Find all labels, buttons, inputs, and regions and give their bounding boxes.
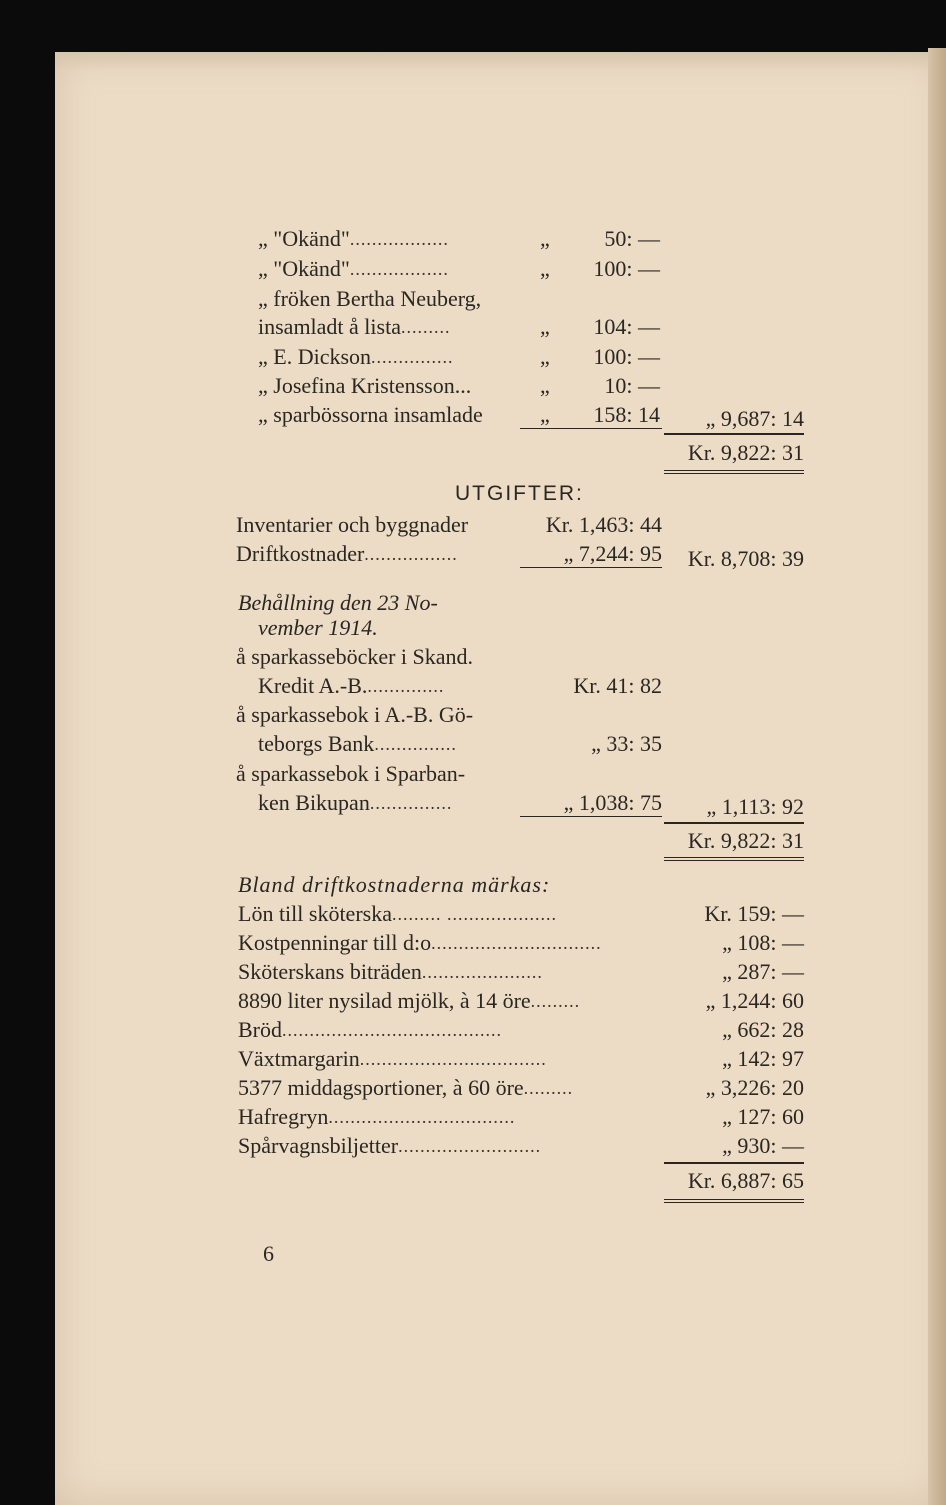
balance-amount: „ 1,038: 75: [563, 790, 662, 815]
expense-amount: „ 7,244: 95: [563, 541, 662, 566]
income-quote: „: [540, 402, 550, 427]
income-subtotal-rule: [664, 433, 804, 435]
balance-subtotal: „ 1,113: 92: [706, 794, 804, 819]
book-page: [55, 52, 945, 1505]
income-amount: 10: —: [604, 373, 660, 398]
income-row: „ Josefina Kristensson...: [258, 373, 472, 398]
operating-subtotal-rule: [664, 1162, 804, 1164]
income-amount: 104: —: [593, 314, 660, 339]
income-subtotal: „ 9,687: 14: [705, 406, 804, 431]
operating-row: Sköterskans biträden ......................: [238, 959, 543, 984]
balance-line: Kredit A.-B. ..............: [258, 673, 445, 698]
income-total: Kr. 9,822: 31: [687, 440, 804, 465]
expense-row: Driftkostnader .................: [236, 541, 458, 566]
income-quote: „: [540, 226, 550, 251]
income-row: „ "Okänd" ..................: [258, 226, 449, 251]
balance-total-rule: [664, 857, 804, 861]
income-quote: „: [540, 344, 550, 369]
operating-row: Bröd ........................................: [238, 1017, 502, 1042]
operating-amount: „ 127: 60: [722, 1104, 804, 1129]
balance-line: ken Bikupan ...............: [258, 790, 453, 815]
operating-amount: „ 108: —: [722, 930, 804, 955]
balance-amount: Kr. 41: 82: [573, 673, 662, 698]
operating-row: Växtmargarin ..................................: [238, 1046, 547, 1071]
operating-row: Kostpenningar till d:o ...............................: [238, 930, 602, 955]
expense-total: Kr. 8,708: 39: [687, 546, 804, 571]
income-quote: „: [540, 314, 550, 339]
balance-line: å sparkasseböcker i Skand.: [236, 644, 474, 669]
operating-amount: „ 3,226: 20: [705, 1075, 804, 1100]
operating-row: Lön till sköterska ......... ....................: [238, 901, 557, 926]
operating-amount: „ 662: 28: [722, 1017, 804, 1042]
expenses-heading: UTGIFTER:: [455, 482, 584, 505]
operating-total: Kr. 6,887: 65: [687, 1168, 804, 1193]
page-edge: [928, 48, 946, 1505]
income-amount: 100: —: [593, 256, 660, 281]
income-total-rule: [664, 470, 804, 474]
operating-amount: Kr. 159: —: [704, 901, 804, 926]
income-row: insamladt å lista .........: [258, 314, 451, 339]
income-quote: „: [540, 256, 550, 281]
operating-row: 8890 liter nysilad mjölk, à 14 öre .........: [238, 988, 581, 1013]
balance-heading: Behållning den 23 No-: [238, 590, 438, 615]
operating-total-rule: [664, 1199, 804, 1203]
balance-underline: [520, 816, 662, 817]
expense-amount: Kr. 1,463: 44: [545, 512, 662, 537]
income-row: „ sparbössorna insamlade: [258, 402, 483, 427]
income-row: „ fröken Bertha Neuberg,: [258, 286, 482, 311]
operating-amount: „ 287: —: [722, 959, 804, 984]
income-underline: [520, 428, 662, 429]
income-quote: „: [540, 373, 550, 398]
balance-line: å sparkassebok i Sparban-: [236, 761, 466, 786]
income-row: „ "Okänd" ..................: [258, 256, 449, 281]
expense-row: Inventarier och byggnader: [236, 512, 469, 537]
income-row: „ E. Dickson ...............: [258, 344, 454, 369]
operating-row: 5377 middagsportioner, à 60 öre .........: [238, 1075, 574, 1100]
income-amount: 158: 14: [593, 402, 660, 427]
operating-row: Hafregryn ..................................: [238, 1104, 516, 1129]
operating-heading: Bland driftkostnaderna märkas:: [238, 872, 551, 897]
balance-subtotal-rule: [664, 822, 804, 824]
balance-line: teborgs Bank ...............: [258, 731, 457, 756]
income-amount: 50: —: [604, 226, 660, 251]
operating-row: Spårvagnsbiljetter ..........................: [238, 1133, 542, 1158]
operating-amount: „ 1,244: 60: [705, 988, 804, 1013]
balance-total: Kr. 9,822: 31: [687, 828, 804, 853]
page-number: 6: [263, 1241, 274, 1266]
balance-line: å sparkassebok i A.-B. Gö-: [236, 702, 474, 727]
operating-amount: „ 930: —: [722, 1133, 804, 1158]
income-amount: 100: —: [593, 344, 660, 369]
operating-amount: „ 142: 97: [722, 1046, 804, 1071]
expense-underline: [520, 567, 662, 568]
balance-heading: vember 1914.: [258, 615, 378, 640]
balance-amount: „ 33: 35: [591, 731, 662, 756]
